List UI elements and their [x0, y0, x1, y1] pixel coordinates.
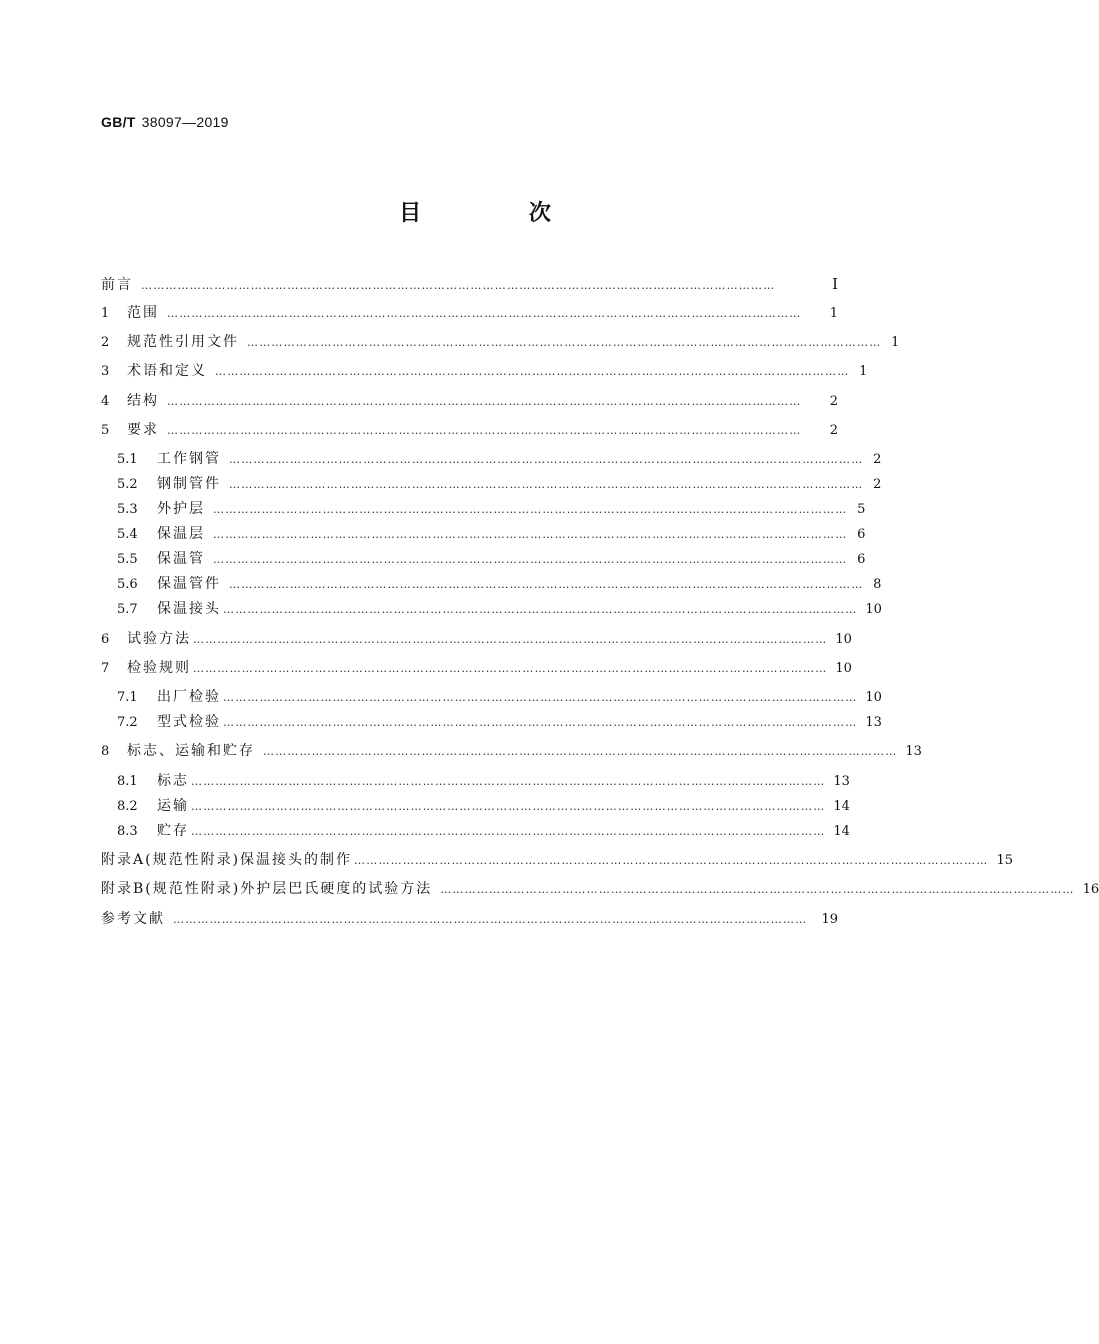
toc-leader-dots: …………………………………………………………………………………………………………………………………………	[191, 800, 826, 813]
toc-entry-page: 6	[857, 527, 866, 542]
toc-entry-7[interactable]	[101, 657, 852, 679]
standard-code-number: 38097—2019	[141, 114, 229, 130]
toc-leader-dots: …………………………………………………………………………………………………………………………………………	[167, 395, 802, 408]
toc-entry-number: 3	[101, 364, 110, 379]
toc-entry-5-6[interactable]	[117, 573, 882, 595]
toc-leader-dots: …………………………………………………………………………………………………………………………………………	[354, 854, 989, 867]
toc-entry-number: 5.6	[117, 577, 138, 592]
toc-entry-8[interactable]	[101, 740, 922, 762]
toc-entry-label: 保温管件	[157, 576, 221, 592]
toc-entry-label: 标志、运输和贮存	[127, 743, 255, 759]
toc-leader-dots: …………………………………………………………………………………………………………………………………………	[223, 716, 858, 729]
toc-entry-page: Ⅰ	[832, 275, 838, 293]
toc-entry-number: 5	[101, 423, 110, 438]
toc-leader-dots: …………………………………………………………………………………………………………………………………………	[193, 633, 828, 646]
toc-leader-dots: …………………………………………………………………………………………………………………………………………	[191, 775, 826, 788]
toc-entry-annex-b[interactable]	[101, 878, 1099, 900]
toc-leader-dots: …………………………………………………………………………………………………………………………………………	[215, 365, 850, 378]
toc-entry-number: 6	[101, 632, 110, 647]
toc-leader-dots: …………………………………………………………………………………………………………………………………………	[141, 279, 776, 292]
toc-entry-2[interactable]	[101, 331, 900, 353]
toc-entry-label: 保温层	[157, 526, 205, 542]
toc-entry-number: 7	[101, 661, 110, 676]
toc-leader-dots: …………………………………………………………………………………………………………………………………………	[167, 307, 802, 320]
toc-entry-number: 5.2	[117, 477, 138, 492]
toc-leader-dots: …………………………………………………………………………………………………………………………………………	[223, 691, 858, 704]
toc-entry-label: 参考文献	[101, 911, 165, 927]
toc-entry-page: 10	[865, 602, 882, 617]
toc-leader-dots: …………………………………………………………………………………………………………………………………………	[223, 603, 858, 616]
toc-entry-page: 10	[835, 632, 852, 647]
toc-entry-label: 检验规则	[127, 660, 191, 676]
toc-entry-5-4[interactable]	[117, 523, 866, 545]
toc-entry-page: 2	[829, 423, 838, 438]
toc-leader-dots: …………………………………………………………………………………………………………………………………………	[213, 503, 848, 516]
toc-leader-dots: …………………………………………………………………………………………………………………………………………	[167, 424, 802, 437]
toc-entry-number: 8.2	[117, 799, 138, 814]
toc-leader-dots: …………………………………………………………………………………………………………………………………………	[247, 336, 882, 349]
toc-entry-number: 5.5	[117, 552, 138, 567]
toc-entry-label: 附录B(规范性附录)外护层巴氏硬度的试验方法	[101, 881, 433, 897]
toc-entry-number: 5.7	[117, 602, 138, 617]
toc-entry-number: 8	[101, 744, 110, 759]
toc-entry-label: 要求	[127, 422, 159, 438]
toc-entry-5-5[interactable]	[117, 548, 866, 570]
toc-entry-5-3[interactable]	[117, 498, 866, 520]
toc-entry-number: 7.2	[117, 715, 138, 730]
toc-title: 目 次	[399, 201, 601, 226]
toc-entry-foreword[interactable]	[101, 273, 838, 295]
toc-entry-page: 13	[833, 774, 850, 789]
toc-entry-7-2[interactable]	[117, 711, 882, 733]
toc-entry-number: 7.1	[117, 690, 138, 705]
toc-entry-number: 8.3	[117, 824, 138, 839]
toc-entry-page: 6	[857, 552, 866, 567]
toc-entry-page: 13	[905, 744, 922, 759]
toc-entry-number: 5.1	[117, 452, 138, 467]
toc-entry-4[interactable]	[101, 390, 838, 412]
toc-entry-page: 1	[859, 364, 868, 379]
toc-entry-annex-a[interactable]	[101, 849, 1013, 871]
toc-entry-page: 8	[873, 577, 882, 592]
toc-leader-dots: …………………………………………………………………………………………………………………………………………	[440, 883, 1075, 896]
toc-entry-number: 4	[101, 394, 110, 409]
toc-entry-5-1[interactable]	[117, 448, 882, 470]
toc-entry-8-3[interactable]	[117, 820, 850, 842]
toc-entry-label: 出厂检验	[157, 689, 221, 705]
toc-entry-page: 2	[873, 452, 882, 467]
toc-entry-bibliography[interactable]	[101, 908, 838, 930]
toc-entry-label: 试验方法	[127, 631, 191, 647]
toc-entry-page: 16	[1082, 882, 1099, 897]
standard-code-prefix: GB/T	[101, 114, 136, 130]
toc-leader-dots: …………………………………………………………………………………………………………………………………………	[173, 913, 808, 926]
toc-entry-page: 14	[833, 799, 850, 814]
toc-leader-dots: …………………………………………………………………………………………………………………………………………	[193, 662, 828, 675]
toc-entry-page: 2	[873, 477, 882, 492]
toc-leader-dots: …………………………………………………………………………………………………………………………………………	[229, 453, 864, 466]
toc-leader-dots: …………………………………………………………………………………………………………………………………………	[191, 825, 826, 838]
toc-entry-page: 14	[833, 824, 850, 839]
toc-entry-number: 1	[101, 306, 110, 321]
toc-leader-dots: …………………………………………………………………………………………………………………………………………	[213, 553, 848, 566]
toc-entry-8-1[interactable]	[117, 770, 850, 792]
toc-entry-label: 保温接头	[157, 601, 221, 617]
toc-entry-page: 13	[865, 715, 882, 730]
toc-entry-7-1[interactable]	[117, 686, 882, 708]
toc-leader-dots: …………………………………………………………………………………………………………………………………………	[229, 478, 864, 491]
toc-entry-6[interactable]	[101, 628, 852, 650]
toc-entry-page: 1	[891, 335, 900, 350]
toc-entry-number: 8.1	[117, 774, 138, 789]
toc-entry-page: 5	[857, 502, 866, 517]
toc-entry-label: 保温管	[157, 551, 205, 567]
toc-entry-8-2[interactable]	[117, 795, 850, 817]
toc-entry-5-7[interactable]	[117, 598, 882, 620]
toc-entry-label: 规范性引用文件	[127, 334, 239, 350]
toc-entry-label: 前言	[101, 277, 133, 293]
toc-entry-page: 2	[829, 394, 838, 409]
toc-entry-5[interactable]	[101, 419, 838, 441]
toc-entry-page: 19	[821, 912, 838, 927]
toc-entry-label: 术语和定义	[127, 363, 207, 379]
toc-entry-1[interactable]	[101, 302, 838, 324]
toc-entry-label: 结构	[127, 393, 159, 409]
toc-entry-number: 2	[101, 335, 110, 350]
toc-entry-label: 钢制管件	[157, 476, 221, 492]
toc-leader-dots: …………………………………………………………………………………………………………………………………………	[263, 745, 898, 758]
toc-entry-label: 贮存	[157, 823, 189, 839]
toc-entry-label: 工作钢管	[157, 451, 221, 467]
toc-entry-label: 型式检验	[157, 714, 221, 730]
toc-entry-label: 范围	[127, 305, 159, 321]
toc-leader-dots: …………………………………………………………………………………………………………………………………………	[213, 528, 848, 541]
toc-entry-number: 5.4	[117, 527, 138, 542]
toc-entry-label: 附录A(规范性附录)保温接头的制作	[101, 852, 353, 868]
toc-leader-dots: …………………………………………………………………………………………………………………………………………	[229, 578, 864, 591]
toc-entry-page: 15	[996, 853, 1013, 868]
toc-entry-page: 10	[835, 661, 852, 676]
toc-entry-label: 外护层	[157, 501, 205, 517]
toc-entry-page: 10	[865, 690, 882, 705]
standard-code	[101, 114, 229, 130]
toc-entry-page: 1	[829, 306, 838, 321]
toc-entry-5-2[interactable]	[117, 473, 882, 495]
toc-entry-3[interactable]	[101, 360, 868, 382]
toc-entry-number: 5.3	[117, 502, 138, 517]
toc-entry-label: 运输	[157, 798, 189, 814]
toc-entry-label: 标志	[157, 773, 189, 789]
